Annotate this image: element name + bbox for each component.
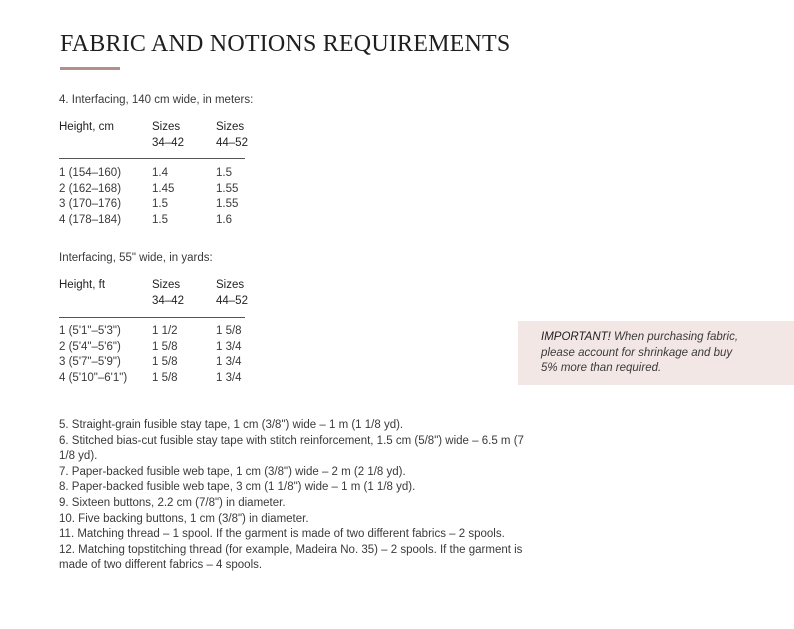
- cell-value: 1.55: [216, 182, 239, 195]
- table2-caption: Interfacing, 55" wide, in yards:: [59, 252, 213, 264]
- cell-height: 1 (154–160): [59, 167, 122, 179]
- cell-value: 1.45: [152, 182, 175, 195]
- table1-caption: 4. Interfacing, 140 cm wide, in meters:: [59, 94, 254, 106]
- cell-value: 1.5: [152, 198, 168, 211]
- list-item: 5. Straight-grain fusible stay tape, 1 cm (3/8") wide – 1 m (1 1/8 yd).: [59, 419, 404, 431]
- header-sizes-44-52: [216, 120, 248, 151]
- table-row: [59, 213, 259, 229]
- header-sizes-label: Sizes: [216, 279, 245, 291]
- page-title: FABRIC AND NOTIONS REQUIREMENTS: [60, 31, 511, 57]
- cell-value: 1 3/4: [216, 371, 242, 384]
- list-item: 11. Matching thread – 1 spool. If the garment is made of two different fabrics – 2 spools.: [59, 528, 505, 541]
- cell-height: 4 (5'10"–6'1"): [59, 371, 128, 384]
- cell-value: 1 1/2: [152, 325, 178, 337]
- list-item: 9. Sixteen buttons, 2.2 cm (7/8") in diameter.: [59, 496, 286, 509]
- header-sizes-label: Sizes: [152, 121, 181, 133]
- cell-height: 2 (5'4"–5'6"): [59, 340, 121, 353]
- header-height: Height, ft: [59, 279, 106, 291]
- header-sizes-34-42: [152, 120, 184, 151]
- list-item: 6. Stitched bias-cut fusible stay tape with stitch reinforcement, 1.5 cm (5/8") wide – 6.5 m (7 1/8 yd).: [59, 434, 524, 463]
- table-row: [59, 340, 259, 356]
- important-note-box: [518, 321, 794, 385]
- header-height: Height, cm: [59, 121, 114, 133]
- important-label: IMPORTANT!: [541, 331, 611, 343]
- header-sizes-label: Sizes: [152, 279, 181, 291]
- title-underline: [60, 67, 120, 70]
- table-row: [59, 324, 259, 340]
- header-sizes-range: 44–52: [216, 136, 248, 149]
- notions-list: [59, 418, 539, 574]
- list-item: 7. Paper-backed fusible web tape, 1 cm (3/8") wide – 2 m (2 1/8 yd).: [59, 465, 406, 478]
- cell-value: 1.5: [216, 167, 232, 179]
- cell-value: 1 5/8: [152, 340, 178, 353]
- table-row: [59, 182, 259, 198]
- header-sizes-range: 34–42: [152, 136, 184, 149]
- cell-value: 1.55: [216, 198, 239, 211]
- list-item: 12. Matching topstitching thread (for example, Madeira No. 35) – 2 spools. If the garment is made of two different fabrics – 4 spools.: [59, 543, 523, 572]
- header-sizes-44-52: [216, 278, 248, 309]
- cell-height: 3 (170–176): [59, 198, 122, 211]
- table-row: [59, 355, 259, 371]
- cell-value: 1 5/8: [152, 356, 178, 369]
- important-note-text: [541, 330, 751, 377]
- cell-value: 1.5: [152, 213, 168, 226]
- table-row: [59, 371, 259, 387]
- header-sizes-34-42: [152, 278, 184, 309]
- table-row: [59, 197, 259, 213]
- cell-value: 1 3/4: [216, 356, 242, 369]
- cell-height: 1 (5'1"–5'3"): [59, 325, 121, 337]
- cell-value: 1.6: [216, 213, 232, 226]
- cell-height: 2 (162–168): [59, 182, 122, 195]
- table-divider: [59, 158, 245, 159]
- list-item: 8. Paper-backed fusible web tape, 3 cm (1 1/8") wide – 1 m (1 1/8 yd).: [59, 481, 416, 494]
- table-row: [59, 166, 259, 182]
- table-divider: [59, 317, 245, 318]
- header-sizes-range: 34–42: [152, 294, 184, 307]
- cell-height: 4 (178–184): [59, 213, 122, 226]
- cell-height: 3 (5'7"–5'9"): [59, 356, 121, 369]
- header-sizes-range: 44–52: [216, 294, 248, 307]
- list-item: 10. Five backing buttons, 1 cm (3/8") in diameter.: [59, 512, 309, 525]
- cell-value: 1 3/4: [216, 340, 242, 353]
- cell-value: 1 5/8: [152, 371, 178, 384]
- cell-value: 1.4: [152, 167, 168, 179]
- important-message: When purchasing fabric, please account for shrinkage and buy 5% more than required.: [541, 331, 739, 375]
- cell-value: 1 5/8: [216, 325, 242, 337]
- header-sizes-label: Sizes: [216, 121, 245, 133]
